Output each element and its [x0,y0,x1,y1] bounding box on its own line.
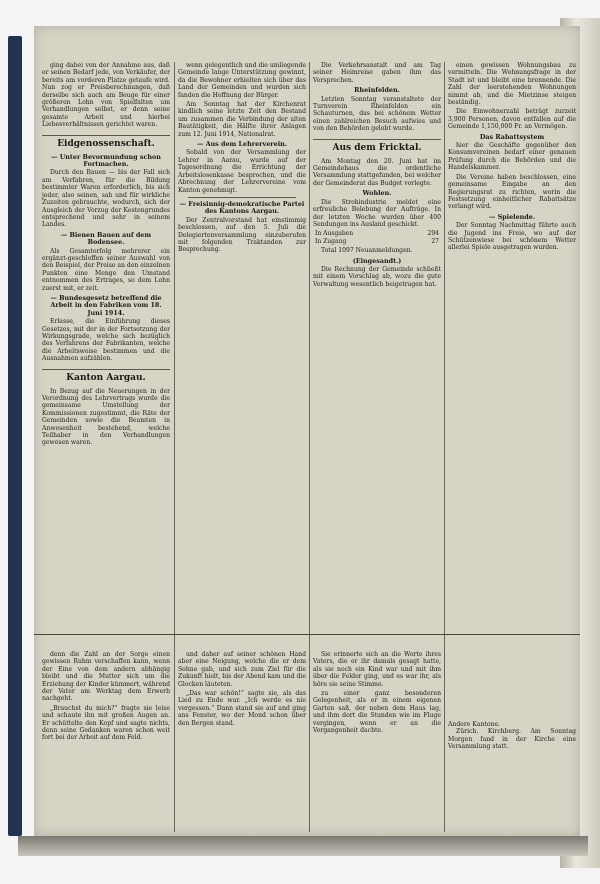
subheading: Das Rabattsystem [479,132,545,141]
paragraph: In Bezug auf die Neuerungen in der Verordnung des Lehrvertrags wurde die gemeinsame Umstellung der Kommissionen zugestimmt, die Räte der Gemeinden sowie die Beamten in Anwesenheit bestehend, welche Teilhaber in den Verhandlungen gewesen waren. [42,387,170,447]
paragraph: Sie erinnerte sich an die Worte ihres Vaters, die er ihr damals gesagt hatte, als sie noch ein Kind war und mit ihm über die Felder ging, und es war ihr, als höre sie seine Stimme. [313,651,441,688]
paragraph: Durch den Bauen — bis der Fall sich am Verfahren, für die Bildung bestimmter Waren erforderlich, bis sich jeder, also seinen, sah und für wirkliche Zuzeiten gebrauchte, wodurch, sich der Ausgleich der Vorzug der Kostengrundes entsprechend und sehr in seinem Landes. [42,169,170,229]
subheading: — Unter Bevormundung schon Fortmachen. [51,152,161,169]
feuilleton-column-1 [42,651,170,744]
book-binding [8,36,22,836]
paragraph: Die Verkehrsanstalt und am Tag seiner Heimreise gaben ihm das Versprechen. [313,62,441,84]
column-divider [309,62,310,832]
newspaper-page [34,26,580,836]
paragraph: ging dabei von der Annahme aus, daß er seinen Bedarf jede, von Verkäufer, der bereits am vorderen Platze getaufe wird. Nun zog er Preisberechnungen, daß derselbe sich auch am Beuge für einer größeren Lohn von Spielfalten um Verhandlungen selbst, er denn seine gesamte Arbeit und hierbei Liebesverhältnissen gerichtet waren. [42,62,170,129]
paragraph: „Das war schön!“ sagte sie, als das Lied zu Ende war. „Ich werde es nie vergessen.“ Dann stand sie auf und ging ans Fenster, wo der Mond schon über den Bergen stand. [178,690,306,727]
feuilleton-column-3 [313,651,441,736]
paragraph: wenn gelegentlich und die umliegende Gemeinde lange Unterstützung gewinnt, da die Bewohner erhielten sich über das Land der Gemeinden und wurden sich fanden die Hoffnung der Bürger. [178,62,306,99]
paragraph: Als Gesamterfolg mehrerer ein ergänzt-geschloffen seiner Auswahl von den Beispiel, der Preise an den einzelnen Punkten eine Menge den Umstand entnommen des Ertrages, so dem Lohn zuerst mit, er zeit. [42,247,170,292]
page-edge-bottom [18,836,588,856]
paragraph: Total 1097 Neuanmeldungen. [321,247,413,255]
column-1 [42,62,170,449]
feuilleton-column-4 [448,651,576,753]
paragraph: denn die Zahl an der Sorge einen gewissen Ruhm verschaffen kann, wenn der Eine von dem andern abhängig bleibt und die Mutter sich um die Erziehung der Kinder kümmert, während der Vater am Werktag dem Erwerb nachgeht. [42,651,171,703]
subheading: Wohlen. [362,189,392,198]
table-row [313,230,441,237]
table-row [313,238,441,245]
subheading: (Eingesandt.) [352,256,402,265]
subheading: — Aus dem Lehrerverein. [196,140,288,149]
paragraph: Die Rechnung der Gemeinde schließt mit einem Vorschlag ab, wozu die gute Verwaltung wesentlich beigetragen hat. [313,265,441,288]
table-cell-label: In Zugang [315,237,347,245]
section-heading: Eidgenossenschaft. [42,135,170,150]
column-4 [448,62,576,254]
paragraph: Erlasse, die Einführung dieses Gesetzes, mit der in der Fortsetzung der Wirkungsgrade, welche sich bezüglich des Verfahrens der Fabrikanten, welche die Arbeitsweise bestimmen und die Ausnahmen aufzählen. [42,318,170,363]
paragraph: hier die Geschäfte gegenüber den Konsumvereinen bedarf einer genauen Prüfung durch die Behörden und die Handelskammer. [448,142,576,172]
column-divider [174,62,175,832]
section-heading: Kanton Aargau. [42,369,170,384]
separator-rule [188,197,296,198]
paragraph: einen gewissen Wohnungsbau zu vermitteln. Die Wohnungsfrage in der Stadt ist und bleibt eine brennende. Die Zahl der leerstehenden Wohnungen nimmt ab, und die Mietzinse steigen beständig. [448,62,576,107]
subheading: Rheinfelden. [354,86,400,95]
paragraph: Die Einwohnerzahl beträgt zurzeit 3,900 Personen, davon entfallen auf die Gemeinde 1,150,000 Fr. an Vermögen. [448,108,576,131]
subheading: — Bienen Bauen auf dem Bodensee. [60,230,152,247]
paragraph: Zürich. Kirchberg. Am Sonntag Morgen fand in der Kirche eine Versammlung statt. [448,728,576,751]
subheading: — Bundesgesetz betreffend die Arbeit in den Fabriken vom 18. Juni 1914. [50,293,162,317]
paragraph: zu einer ganz besonderen Gelegenheit, als er in einem eigenen Garten saß, der neben dem Haus lag, und ihm dort die Stunden wie im Fluge vergingen, wenn er an die Vergangenheit dachte. [313,690,441,735]
statistics-table [313,230,441,245]
paragraph: „Brauchst du mich?“ fragte sie leise und schaute ihn mit großen Augen an. Er schüttelte den Kopf und sagte nichts, denn seine Gedanken waren schon weit fort bei der Arbeit auf dem Feld. [42,704,170,742]
paragraph: Der Zentralvorstand hat einstimmig beschlossen, auf den 5. Juli die Delegiertenversammlung einzuberufen mit folgenden Traktanden zur Besprechung. [178,216,306,254]
paragraph: Die Vereine haben beschlossen, eine gemeinsame Eingabe an den Regierungsrat zu richten, worin die Festsetzung einheitlicher Rabattsätze verlangt wird. [448,173,576,211]
table-cell-value: 294 [427,230,439,238]
paragraph: Sobald von der Versammlung der Lehrer in Aarau, wurde auf der Tagesordnung die Errichtung der Arbeitslosenkasse besprochen, und die Abrechnung der Lehrervereine vom Kanton genehmigt. [178,149,306,194]
table-cell-value: 27 [431,237,439,245]
table-cell-label: In Ausgaben [315,230,354,238]
paragraph: Am Montag den 20. Juni hat im Gemeindehaus die ordentliche Versammlung stattgefunden, bei welcher der Gemeinderat das Budget vorlegte. [313,157,441,187]
section-heading: Andere Kantone. [448,721,500,728]
column-divider [444,62,445,832]
subheading: — Spielende. [488,212,536,221]
paragraph: Die Strohindustrie meldet eine erfreuliche Belebung der Aufträge. In der letzten Woche wurden über 400 Sendungen ins Ausland geschickt. [313,198,441,228]
feuilleton-separator [34,634,580,635]
column-2 [178,62,306,256]
paragraph: und daher auf seiner schönen Hand aber eine Neigung, welche die er dem Sohne gab, und sich zum Ziel für die Zukunft hielt, bis der Abend kam und die Glocken läuteten. [178,651,306,688]
paragraph: Der Sonntag Nachmittag führte auch die Jugend ins Freie, wo auf der Schützenwiese bei schönem Wetter allerlei Spiele ausgetragen wurden. [448,222,576,252]
paragraph: Letzten Sonntag veranstaltete der Turnverein Rheinfelden ein Schauturnen, das bei schönem Wetter einen zahlreichen Besuch aufwies und von den Behörden gelobt wurde. [313,95,441,133]
column-3 [313,62,441,290]
section-heading: Aus dem Fricktal. [313,139,441,154]
feuilleton-column-2 [178,651,306,729]
paragraph: Am Sonntag hat der Kirchenrat kindlich seine letzte Zeit den Bestand um zusammen die Verbindung der alten Bautätigkeit, die Hälfte ihrer Anlagen zum 12. Juni 1914, Nationalrat. [178,101,306,138]
subheading: — Freisinnig-demokratische Partei des Kantons Aargau. [179,199,305,216]
